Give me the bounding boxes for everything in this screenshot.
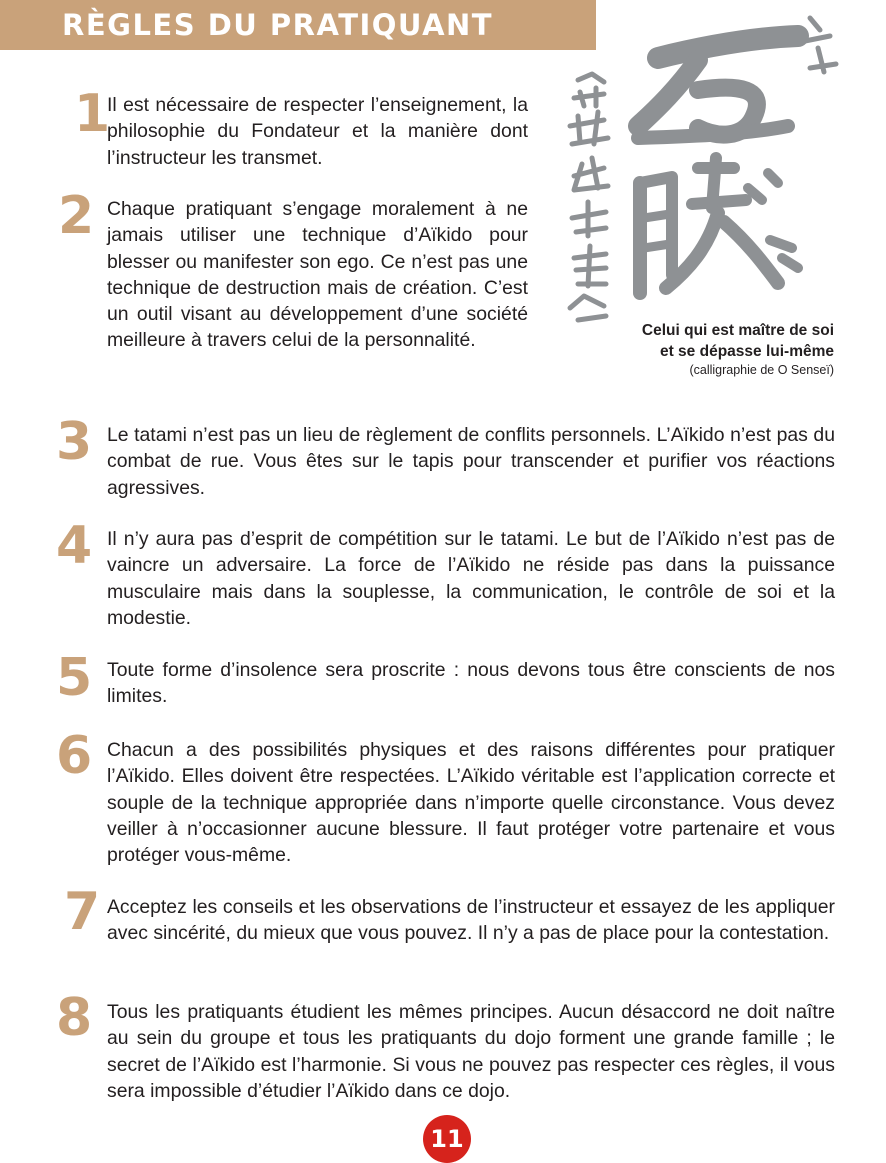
rule-text: Il n’y aura pas d’esprit de compétition sur le tatami. Le but de l’Aïkido n’est pas de vaincre un adversaire. La force de l’Aïkido ne réside pas dans la puissance musculaire mais dans la souplesse, la communication, le contrôle de soi et la modestie. [107, 528, 835, 629]
page-number-badge: 11 [423, 1115, 471, 1163]
calligraphy-image [548, 8, 878, 338]
rule-text: Chaque pratiquant s’engage moralement à ne jamais utiliser une technique d’Aïkido pour blesser ou manifester son ego. Ce n’est pas une technique de destruction mais de création. C’est un outil visant au développement d’une société meilleure à travers celui de la personnalité. [107, 198, 528, 352]
rule-text: Tous les pratiquants étudient les mêmes principes. Aucun désaccord ne doit naître au sein du groupe et tous les pratiquants du dojo forment une grande famille ; le secret de l’Aïkido est l’harmonie. Si vous ne pouvez pas respecter ces règles, il vous sera impossible d’étudier l’Aïkido dans ce dojo. [107, 1001, 835, 1102]
rule-text: Toute forme d’insolence sera proscrite : nous devons tous être conscients de nos limites. [107, 659, 835, 708]
rule-number: 1 [74, 84, 111, 144]
rule-number: 6 [56, 726, 93, 786]
rule-number: 3 [56, 412, 93, 472]
caption-source: (calligraphie de O Senseï) [689, 363, 834, 377]
rule-number: 2 [58, 186, 95, 246]
caption-line-1: Celui qui est maître de soi [641, 322, 834, 339]
rule-text: Acceptez les conseils et les observations de l’instructeur et essayez de les appliquer avec sincérité, du mieux que vous pouvez. Il n’y a pas de place pour la contestation. [107, 896, 835, 945]
page-title: RÈGLES DU PRATIQUANT [62, 8, 494, 42]
rule-number: 8 [56, 988, 93, 1048]
rule-number: 7 [64, 882, 101, 942]
rule-number: 5 [56, 648, 93, 708]
calligraphy-caption [642, 320, 834, 378]
rule-text: Le tatami n’est pas un lieu de règlement de conflits personnels. L’Aïkido n’est pas du combat de rue. Vous êtes sur le tapis pour transcender et purifier vos réactions agressives. [107, 424, 835, 499]
rule-text: Il est nécessaire de respecter l’enseignement, la philosophie du Fondateur et la manière dont l’instructeur les transmet. [107, 94, 528, 169]
title-banner [0, 0, 596, 50]
caption-line-2: et se dépasse lui-même [659, 343, 834, 360]
rule-text: Chacun a des possibilités physiques et des raisons différentes pour pratiquer l’Aïkido. Elles doivent être respectées. L’Aïkido véritable est l’application correcte et souple de la technique appropriée dans n’importe quelle circonstance. Vous devez veiller à n’occasionner aucune blessure. Il faut protéger votre partenaire et vous protéger vous-même. [107, 739, 835, 867]
rule-number: 4 [56, 516, 93, 576]
